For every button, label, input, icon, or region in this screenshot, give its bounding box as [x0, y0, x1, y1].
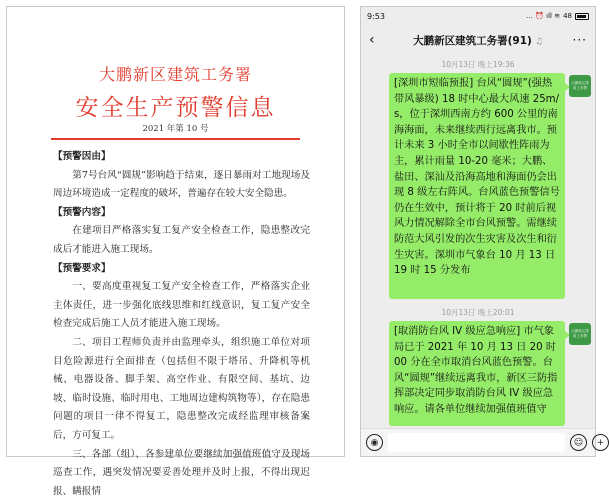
chat-title-text: 大鹏新区建筑工务署(91) — [413, 35, 532, 47]
signal-wifi-icon: … ⏰ ıll ≋ — [526, 12, 560, 20]
add-attachment-icon[interactable]: + — [592, 434, 609, 451]
section-paragraph: 一、要高度重视复工复产安全检查工作，严格落实企业主体责任，进一步强化底线思维和红线意识，复工复产安全检查完成后施工人员才能进入施工现场。 — [53, 278, 310, 334]
battery-icon — [575, 13, 589, 20]
section-heading: 【预警因由】 — [53, 148, 310, 167]
section-paragraph: 三、各部（组）、各参建单位要继续加强值班值守及现场巡查工作，遇突发情况要妥善处理并及时上报，不得出现迟报、瞒报情 — [53, 446, 310, 501]
status-bar — [361, 7, 595, 25]
message-timestamp: 10月13日 晚上19:36 — [361, 59, 595, 70]
battery-level: 48 — [563, 12, 572, 20]
phone-chat-screen — [360, 6, 596, 457]
sender-avatar[interactable]: 大鹏新区建筑工务署 — [569, 323, 591, 345]
document-headline: 安全生产预警信息 — [7, 89, 344, 122]
section-heading: 【预警要求】 — [53, 260, 310, 279]
chat-title — [385, 33, 571, 48]
chat-message-bubble[interactable]: [取消防台风 IV 级应急响应] 市气象局已于 2021 年 10 月 13 日 20 时 00 分在全市取消台风蓝色预警。台风“圆规”继续远离我市，新区三防指挥部决定同步取消防台风 IV 级应急响应。请各单位继续加强值班值守 — [389, 321, 565, 426]
section-paragraph: 二、项目工程师负责并由监理牵头，组织施工单位对项目危险源进行全面排查（包括但不限于塔吊、升降机等机械、电器设备、脚手架、高空作业、有限空间、基坑、边坡、临时设施、临时用电、工地周边建构筑物等），存在隐患问题的项目一律不得复工，隐患整改完成经监理审核备案后，方可复工。 — [53, 334, 310, 446]
sender-avatar[interactable]: 大鹏新区建筑工务署 — [569, 75, 591, 97]
section-heading: 【预警内容】 — [53, 204, 310, 223]
document-number: 2021 年第 10 号 — [7, 122, 344, 134]
chat-message-bubble[interactable]: [深圳市短临预报] 台风“圆规”(强热带风暴级) 18 时中心最大风速 25m/s，位于深圳西南方约 600 公里的南海海面，未来继续西行远离我市。预计未来 3 小时全市以间歇性阵雨为主，累计雨量 10-20 毫米；大鹏、盐田、深汕及沿海高地和海面仍会出现 8 级左右阵风。台风蓝色预警信号仍在生效中，预计将于 20 时前后视风力情况解除全市台风预警。需继续防范大风引发的次生灾害及次生和衍生灾害。深圳市气象台 10 月 13 日 19 时 15 分发布 — [389, 73, 565, 299]
emoji-icon[interactable]: ☺ — [570, 434, 587, 451]
back-arrow-icon[interactable]: ‹ — [369, 32, 385, 48]
document-body — [53, 148, 310, 501]
chat-header — [361, 25, 595, 55]
red-divider — [51, 138, 300, 140]
section-paragraph: 第7号台风“圆规”影响趋于结束，逐日暴雨对工地现场及周边环境造成一定程度的破坏，普遍存在较大安全隐患。 — [53, 167, 310, 204]
warning-document — [6, 6, 345, 457]
document-org: 大鹏新区建筑工务署 — [7, 62, 344, 85]
mute-icon: ♫ — [535, 37, 543, 47]
message-input[interactable] — [388, 433, 565, 452]
more-options-icon[interactable]: ··· — [571, 33, 587, 47]
chat-input-bar — [361, 428, 595, 456]
voice-input-icon[interactable]: ◉ — [366, 434, 383, 451]
message-timestamp: 10月13日 晚上20:01 — [361, 307, 595, 318]
status-time: 9:53 — [367, 12, 385, 21]
status-icons — [526, 12, 589, 20]
section-paragraph: 在建项目严格落实复工复产安全检查工作，隐患整改完成后才能进入施工现场。 — [53, 222, 310, 259]
